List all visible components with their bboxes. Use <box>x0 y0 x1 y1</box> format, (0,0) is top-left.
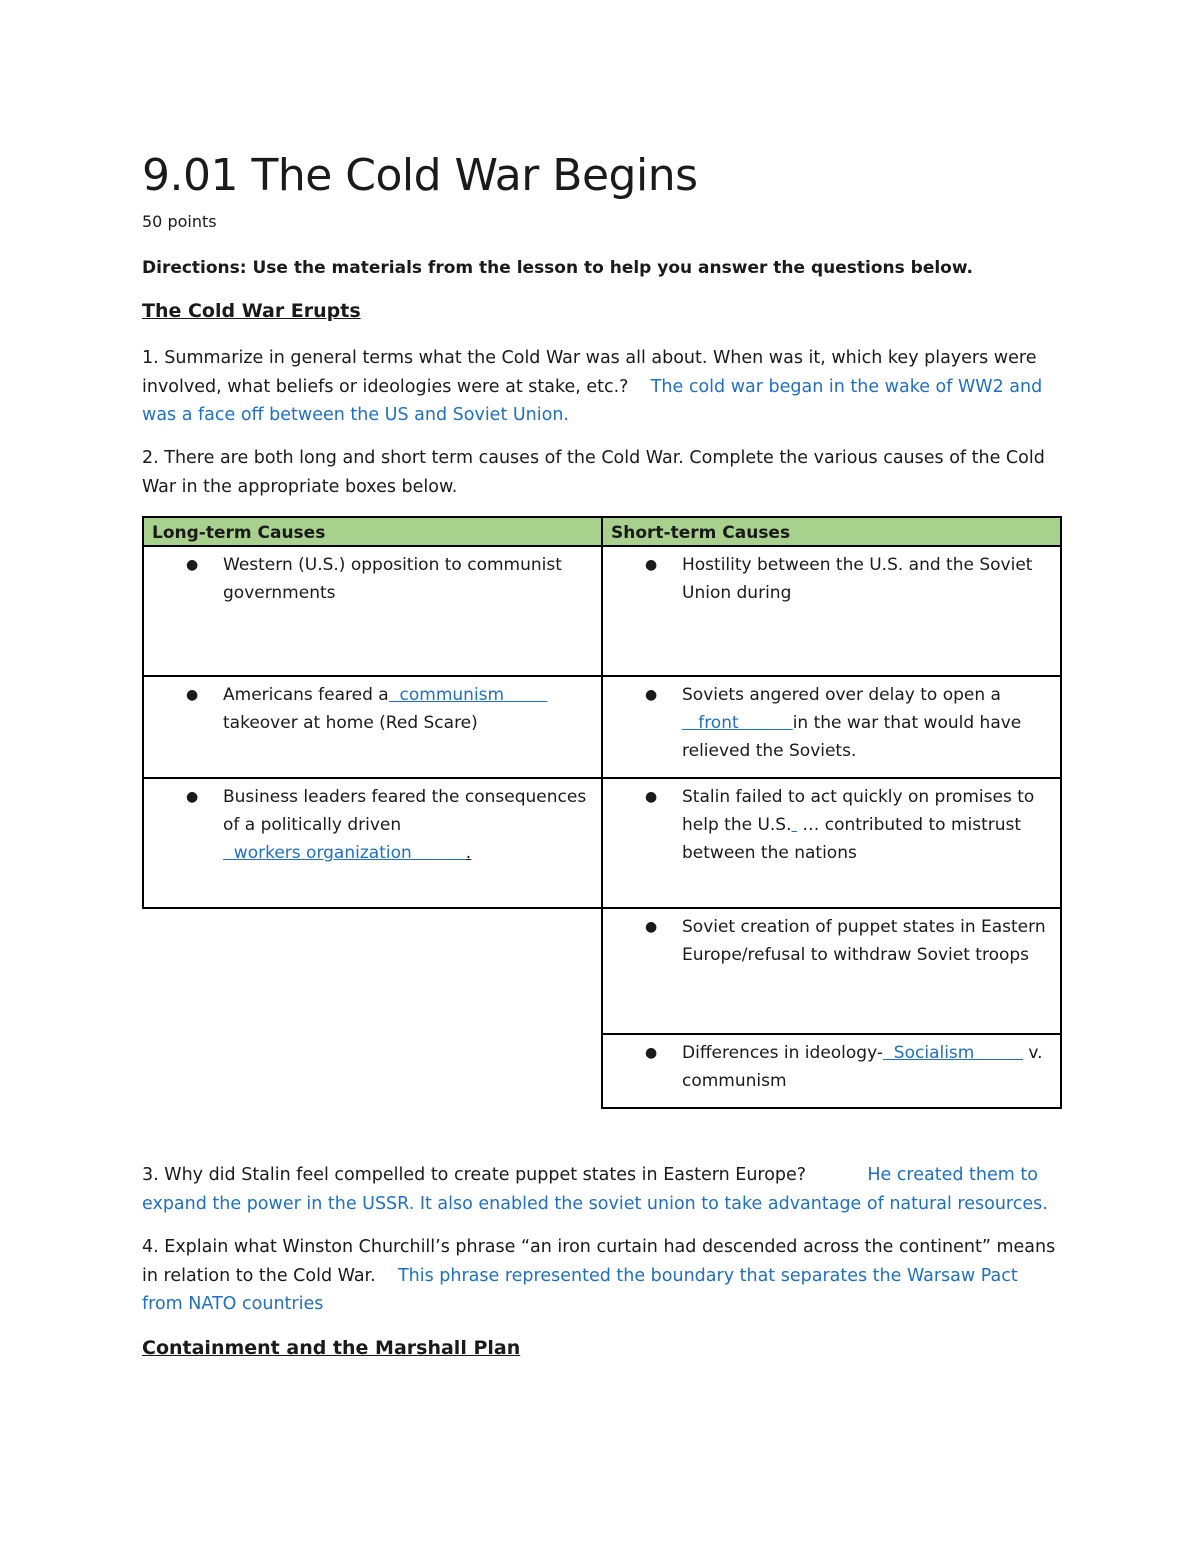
bullet-icon: ● <box>645 557 658 573</box>
bullet-icon: ● <box>186 789 199 805</box>
bullet-icon: ● <box>186 557 199 573</box>
question-1 <box>142 344 1057 430</box>
short-cause-4-text: Soviet creation of puppet states in Eastern Europe/refusal to withdraw Soviet troops <box>682 917 1046 965</box>
section-heading-containment: Containment and the Marshall Plan <box>142 1337 521 1359</box>
question-2 <box>142 444 1057 501</box>
bullet-icon: ● <box>645 1045 658 1061</box>
question-4-answer: This phrase represented the boundary that separates the Warsaw Pact from NATO countries <box>142 1265 1018 1314</box>
long-cause-3-blank[interactable]: workers organization <box>223 843 466 863</box>
points-label: 50 points <box>142 212 217 231</box>
header-long-term: Long-term Causes <box>143 517 602 546</box>
directions-text: Directions: Use the materials from the lesson to help you answer the questions below. <box>142 258 973 278</box>
long-cause-2-text-end: takeover at home (Red Scare) <box>223 713 478 733</box>
long-cause-1-text: Western (U.S.) opposition to communist governments <box>223 555 562 603</box>
short-cause-5-text-end: v. communism <box>682 1043 1043 1091</box>
short-cause-2-text: Soviets angered over delay to open a <box>682 685 1001 705</box>
long-cause-3 <box>143 778 602 908</box>
question-3-answer: He created them to expand the power in the USSR. It also enabled the soviet union to take advantage of natural resources. <box>142 1165 1048 1214</box>
bullet-icon: ● <box>645 919 658 935</box>
short-cause-3-blank[interactable] <box>792 815 797 835</box>
bullet-icon: ● <box>645 789 658 805</box>
header-short-term: Short-term Causes <box>602 517 1061 546</box>
bullet-icon: ● <box>645 687 658 703</box>
long-cause-2 <box>143 676 602 778</box>
short-cause-5 <box>602 1034 1061 1108</box>
short-cause-5-text: Differences in ideology- <box>682 1043 883 1063</box>
long-cause-3-text-end: . <box>465 843 472 863</box>
bullet-icon: ● <box>186 687 199 703</box>
empty-cell <box>143 908 602 1034</box>
question-1-answer: The cold war began in the wake of WW2 and was a face off between the US and Soviet Union. <box>142 376 1043 425</box>
short-cause-1 <box>602 546 1061 676</box>
causes-table <box>142 516 1062 1109</box>
long-cause-1 <box>143 546 602 676</box>
short-cause-2-text-end: in the war that would have relieved the Soviets. <box>682 713 1022 761</box>
long-cause-2-text: Americans feared a <box>223 685 389 705</box>
question-1-text: 1. Summarize in general terms what the Cold War was all about. When was it, which key players were involved, what beliefs or ideologies were at stake, etc.? <box>142 348 1037 397</box>
short-cause-3-text-end: … contributed to mistrust between the nations <box>682 815 1022 863</box>
long-cause-3-text: Business leaders feared the consequences of a politically driven <box>223 787 587 835</box>
long-cause-2-blank[interactable]: communism <box>388 685 548 705</box>
question-4 <box>142 1233 1057 1319</box>
short-cause-5-blank[interactable]: Socialism <box>883 1043 1023 1063</box>
page-title: 9.01 The Cold War Begins <box>142 150 698 201</box>
question-2-text: 2. There are both long and short term causes of the Cold War. Complete the various causes of the Cold War in the appropriate boxes below. <box>142 448 1045 497</box>
short-cause-1-text: Hostility between the U.S. and the Soviet Union during <box>682 555 1033 603</box>
short-cause-4 <box>602 908 1061 1034</box>
question-4-text: 4. Explain what Winston Churchill’s phrase “an iron curtain had descended across the continent” means in relation to the Cold War. <box>142 1237 1056 1286</box>
short-cause-3 <box>602 778 1061 908</box>
short-cause-2 <box>602 676 1061 778</box>
section-heading-cold-war-erupts: The Cold War Erupts <box>142 300 361 322</box>
short-cause-2-blank[interactable]: front <box>682 713 793 733</box>
empty-cell <box>143 1034 602 1108</box>
question-3 <box>142 1161 1057 1218</box>
short-cause-3-text: Stalin failed to act quickly on promises to help the U.S. <box>682 787 1035 835</box>
question-3-text: 3. Why did Stalin feel compelled to create puppet states in Eastern Europe? <box>142 1165 807 1185</box>
